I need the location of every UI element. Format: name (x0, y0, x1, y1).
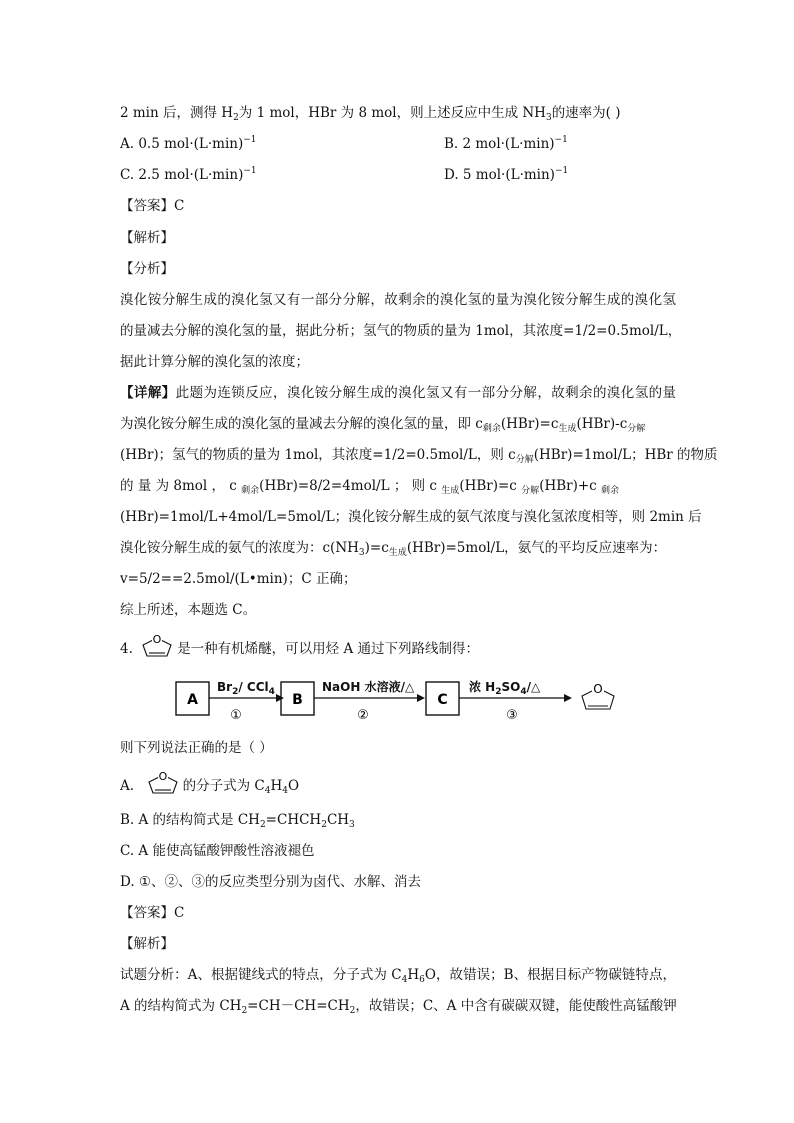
step-2-label: ② (357, 708, 369, 723)
q3-fenxi-line-1: 溴化铵分解生成的溴化氢又有一部分分解，故剩余的溴化氢的量为溴化铵分解生成的溴化氢 (120, 292, 676, 308)
q4-analysis-line-2: A 的结构简式为 $CH_2=CH-CH=CH_2$，故错误；C、A 中含有碳碳双键，能使酸性高锰酸钾 (120, 998, 677, 1016)
q3-answer: 【答案】C (120, 198, 185, 214)
reagent-2: NaOH 水溶液/△ (322, 680, 415, 694)
q3-detail-line-7: v=5/2==2.5mol/(L•min)；C 正确； (120, 571, 357, 587)
q3-detail-line-2: 为溴化铵分解生成的溴化氢的量减去分解的溴化氢的量，即 $c_{剩余}(HBr)=c_{生成}(HBr)-c_{分解}$ (120, 416, 646, 434)
q3-detail-line-1: 【详解】此题为连锁反应，溴化铵分解生成的溴化氢又有一部分分解，故剩余的溴化氢的量 (120, 385, 677, 401)
option-oxygen-label: O (158, 771, 167, 783)
q3-fenxi-line-2: 的量减去分解的溴化氢的量，据此分析；氢气的物质的量为 1mol，其浓度=1/2=0.5mol/L， (120, 323, 682, 339)
q4-option-c[interactable]: C. A 能使高锰酸钾酸性溶液褪色 (120, 843, 315, 859)
q4-answer: 【答案】C (120, 905, 185, 921)
q3-option-c[interactable]: C. 2.5 $mol\cdot(L\cdot\min)^{-1}$ (120, 166, 257, 183)
q4-question: 则下列说法正确的是（ ） (120, 740, 273, 756)
product-oxygen-label: O (593, 682, 603, 696)
reagent-1: $Br_2/$ CCl$_4$ (217, 680, 275, 697)
furan-ring-icon (137, 634, 177, 660)
q3-fenxi-heading: 【分析】 (120, 261, 174, 277)
q3-option-b[interactable]: B. 2 $mol\cdot(L\cdot\min)^{-1}$ (444, 135, 568, 152)
q4-option-a[interactable]: A. O 的分子式为 $C_4H_4O$ (120, 771, 300, 796)
q3-stem-tail: 2 min 后，测得 $H_2$为 1 mol，HBr 为 8 mol，则上述反应中生成 $NH_3$的速率为( ) (120, 105, 621, 123)
q4-option-d[interactable]: D. ①、②、③的反应类型分别为卤代、水解、消去 (120, 874, 422, 890)
box-a-label: A (187, 692, 198, 708)
furan-option-icon (143, 771, 183, 797)
q3-fenxi-line-3: 据此计算分解的溴化氢的浓度； (120, 354, 309, 370)
q4-analysis-line-1: 试题分析：A、根据键线式的特点，分子式为 $C_4H_6O$，故错误；B、根据目标产物碳链特点， (120, 967, 676, 985)
reagent-3: 浓 $H_2SO_4/\triangle$ (469, 680, 541, 697)
q3-summary: 综上所述，本题选 C。 (120, 602, 257, 618)
box-c-label: C (437, 692, 448, 708)
q4-jiexi-heading: 【解析】 (120, 936, 174, 952)
step-3-label: ③ (506, 708, 518, 723)
q3-jiexi-heading: 【解析】 (120, 230, 174, 246)
furan-oxygen-label: O (152, 634, 162, 646)
q3-detail-line-3: (HBr)；氢气的物质的量为 1mol，其浓度=1/2=0.5mol/L，则 $c_{分解}(HBr)=1mol/L$；HBr 的物质 (120, 447, 718, 465)
q4-option-b[interactable]: B. A 的结构简式是 $CH_2=CHCH_2CH_3$ (120, 812, 355, 830)
q3-detail-line-6: 溴化铵分解生成的氨气的浓度为：$c(NH_3)=c_{生成}(HBr)=5mol/L$，氨气的平均反应速率为： (120, 540, 667, 558)
q4-stem: 4. O 是一种有机烯醚，可以用烃 A 通过下列路线制得： (120, 634, 479, 660)
q3-option-d[interactable]: D. 5 $mol\cdot(L\cdot\min)^{-1}$ (444, 166, 569, 183)
step-1-label: ① (230, 708, 242, 723)
q3-option-a[interactable]: A. 0.5 $mol\cdot(L\cdot\min)^{-1}$ (120, 135, 257, 152)
q3-detail-line-5: (HBr)=1mol/L+4mol/L=5mol/L；溴化铵分解生成的氨气浓度与溴化氢浓度相等，则 2min 后 (120, 509, 702, 525)
q3-detail-line-4: 的 量 为 8mol ， c $_{剩余}$(HBr)=8/2=4mol/L ； 则 c $_{生成}$(HBr)=c $_{分解}$(HBr)+c $_{剩余}$ (120, 478, 620, 496)
box-b-label: B (292, 692, 303, 708)
furan-product-icon (582, 682, 614, 709)
